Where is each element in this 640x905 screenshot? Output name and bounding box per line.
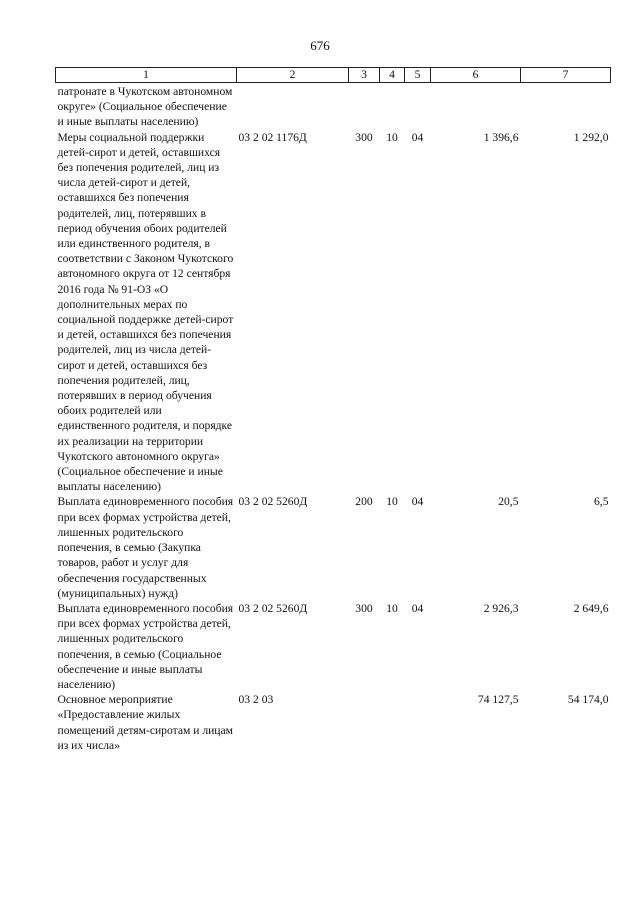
row-code: 03 2 03 <box>238 693 274 707</box>
row-amount-col-7: 6,5 <box>594 495 609 509</box>
row-description: патронате в Чукотском автономном округе» (Социальное обеспечение и иные выплаты населению) <box>57 85 233 129</box>
row-col-5: 04 <box>411 130 424 144</box>
row-amount-col-6: 74 127,5 <box>477 693 519 707</box>
table-row <box>56 494 611 600</box>
row-description: Выплата единовременного пособия при всех формах устройства детей, лишенных родительского попечения, в семью (Закупка товаров, работ и услуг для обеспечения государственных (муниципальных) нужд) <box>57 495 234 600</box>
row-col-5: 04 <box>411 601 424 615</box>
table-row <box>56 692 611 753</box>
row-description: Меры социальной поддержки детей-сирот и детей, оставшихся без попечения родителей, лиц из числа детей-сирот и детей, оставшихся без попечения родителей, лиц, потерявших в период обучения обоих родителей или единственного родителя, в соответствии с Законом Чукотского автономного округа от 12 сентября 2016 года № 91-ОЗ «О дополнительных мерах по социальной поддержке детей-сирот и детей, оставшихся без попечения родителей, лиц из числа детей-сирот и детей, оставшихся без попечения родителей, лиц, потерявших в период обучения обоих родителей или единственного родителя, и порядке их реализации на территории Чукотского автономного округа» (Социальное обеспечение и иные выплаты населению) <box>57 130 234 494</box>
page-number: 676 <box>310 38 330 53</box>
table-row <box>56 83 611 130</box>
row-amount-col-6 <box>431 83 521 130</box>
row-amount-col-7 <box>521 83 611 130</box>
row-code <box>237 83 349 130</box>
header-col-5: 5 <box>405 68 431 83</box>
row-amount-col-6: 2 926,3 <box>483 601 519 615</box>
budget-table <box>55 67 611 753</box>
row-amount-col-6: 20,5 <box>498 495 519 509</box>
row-description: Выплата единовременного пособия при всех формах устройства детей, лишенных родительского попечения, в семью (Социальное обеспечение и иные выплаты населению) <box>57 601 234 691</box>
header-row <box>56 68 611 83</box>
header-col-7: 7 <box>521 68 611 83</box>
row-col-4: 10 <box>386 130 398 144</box>
row-amount-col-7: 2 649,6 <box>573 601 609 615</box>
row-amount-col-7: 54 174,0 <box>567 693 609 707</box>
row-col-3 <box>349 692 380 753</box>
row-code: 03 2 02 5260Д <box>238 601 308 615</box>
row-col-3: 200 <box>355 495 373 509</box>
row-col-4: 10 <box>386 495 398 509</box>
row-code: 03 2 02 5260Д <box>238 495 308 509</box>
row-col-3 <box>349 83 380 130</box>
row-col-4: 10 <box>386 601 398 615</box>
row-col-3: 300 <box>355 601 373 615</box>
row-col-5 <box>405 692 431 753</box>
header-col-1: 1 <box>56 68 237 83</box>
row-col-4 <box>380 83 405 130</box>
header-col-3: 3 <box>349 68 380 83</box>
row-col-5 <box>405 83 431 130</box>
row-col-4 <box>380 692 405 753</box>
header-col-6: 6 <box>431 68 521 83</box>
row-description: Основное мероприятие «Предоставление жилых помещений детям-сиротам и лицам из их числа» <box>57 693 233 752</box>
header-col-4: 4 <box>380 68 405 83</box>
row-col-5: 04 <box>411 495 424 509</box>
row-col-3: 300 <box>355 130 373 144</box>
row-code: 03 2 02 1176Д <box>238 130 307 144</box>
header-col-2: 2 <box>237 68 349 83</box>
row-amount-col-7: 1 292,0 <box>573 130 609 144</box>
table-header <box>56 68 611 83</box>
table-row <box>56 601 611 692</box>
row-amount-col-6: 1 396,6 <box>483 130 519 144</box>
table-row <box>56 130 611 495</box>
